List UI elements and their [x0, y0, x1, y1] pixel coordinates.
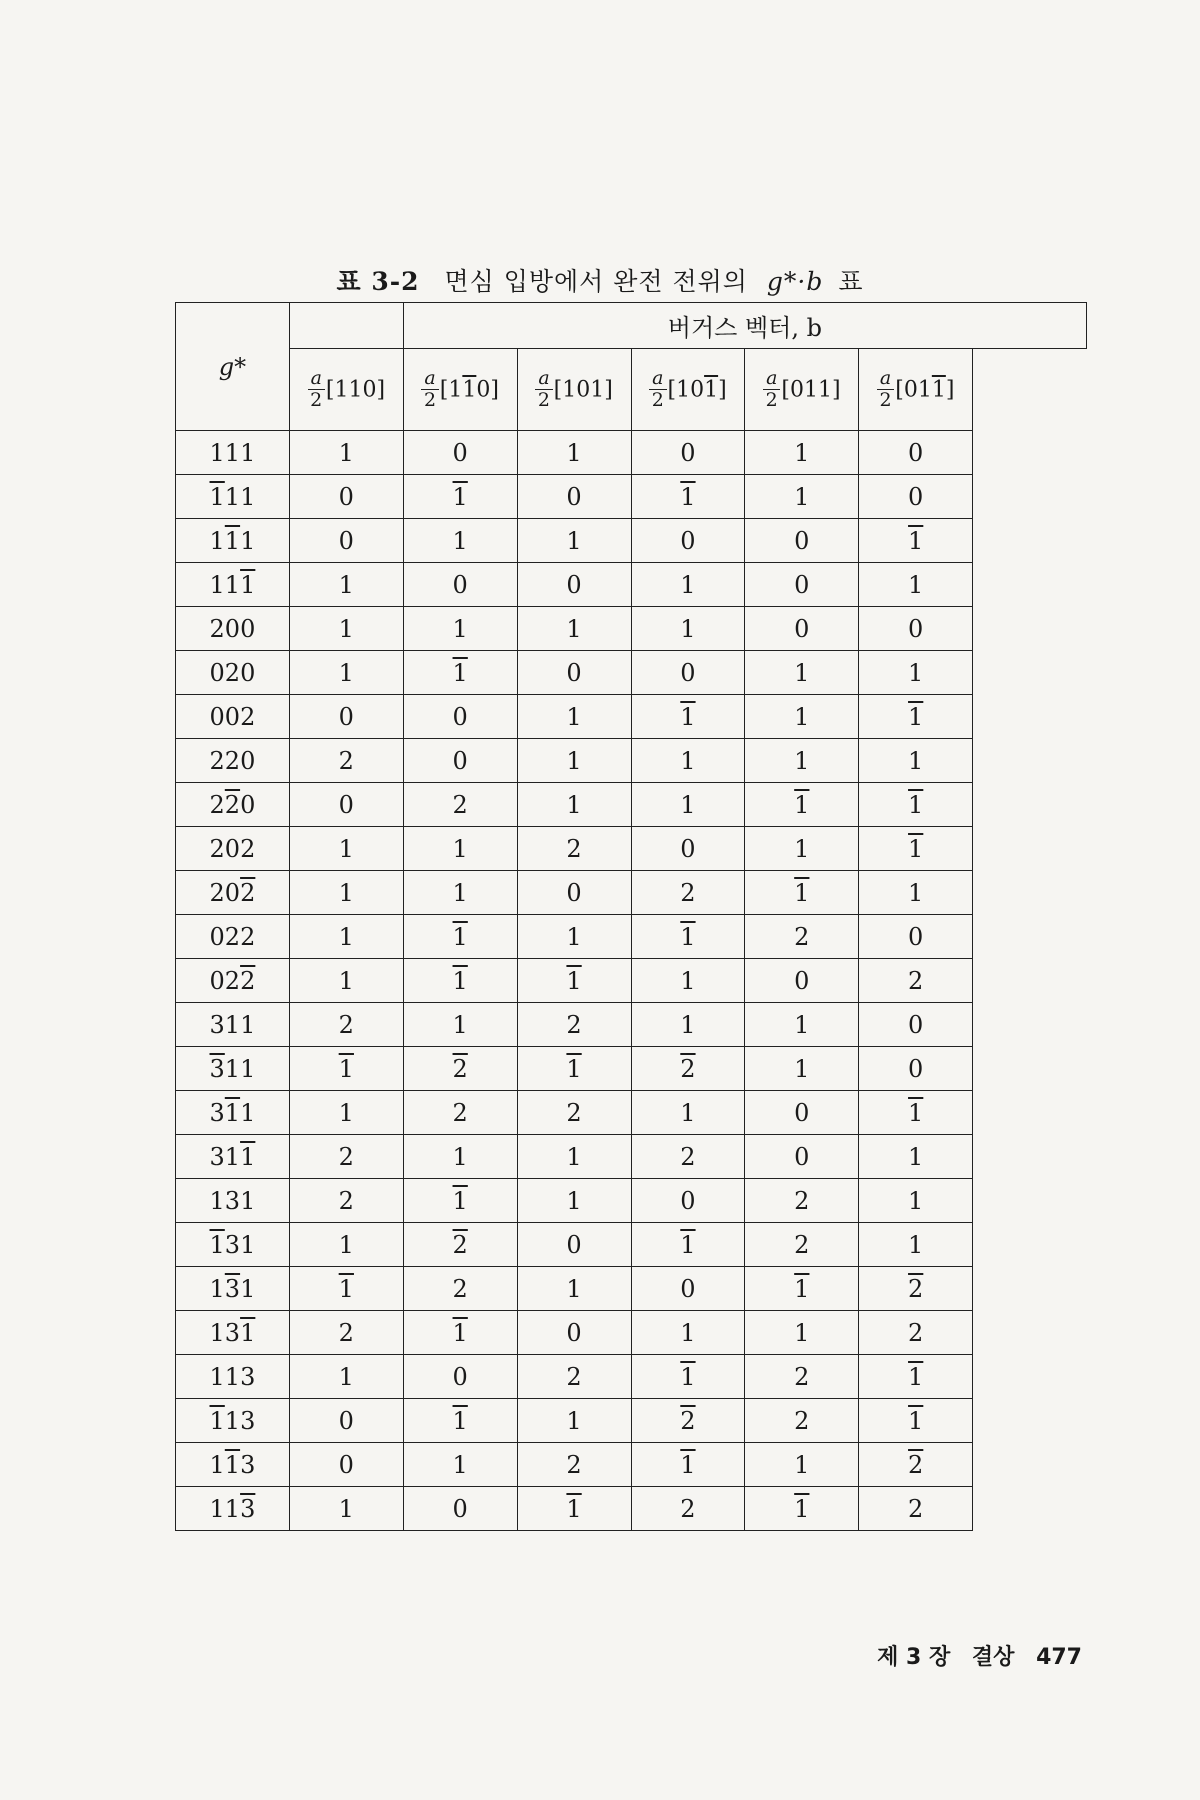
table-row	[176, 1443, 1087, 1487]
dot-product-cell: 2	[745, 1399, 859, 1443]
dot-product-cell: 0	[403, 1487, 517, 1531]
dot-product-cell: 2	[289, 1003, 403, 1047]
dot-product-cell: 2	[403, 783, 517, 827]
g-vector-cell: 111	[176, 431, 290, 475]
dot-product-cell: 1	[403, 607, 517, 651]
dot-product-cell: 1	[517, 695, 631, 739]
table-row	[176, 871, 1087, 915]
dot-product-cell: 1	[517, 1267, 631, 1311]
dot-product-cell: 1	[859, 783, 973, 827]
dot-product-cell: 0	[517, 651, 631, 695]
dot-product-cell: 1	[517, 739, 631, 783]
table-row	[176, 1223, 1087, 1267]
page-footer	[863, 1640, 1082, 1671]
column-header-5	[859, 349, 973, 431]
dot-product-cell: 2	[517, 1355, 631, 1399]
g-vector-cell: 113	[176, 1355, 290, 1399]
dot-product-cell: 1	[517, 607, 631, 651]
dot-product-cell: 1	[631, 739, 745, 783]
g-vector-cell: 220	[176, 739, 290, 783]
dot-product-cell: 0	[859, 915, 973, 959]
dot-product-cell: 1	[289, 1487, 403, 1531]
table-row	[176, 915, 1087, 959]
dot-product-cell: 1	[289, 563, 403, 607]
dot-product-cell: 2	[859, 1487, 973, 1531]
dot-product-cell: 2	[517, 827, 631, 871]
table-row	[176, 607, 1087, 651]
g-vector-cell: 111	[176, 519, 290, 563]
dot-product-cell: 1	[289, 431, 403, 475]
column-header-row	[176, 349, 1087, 431]
g-vector-cell: 200	[176, 607, 290, 651]
dot-product-cell: 2	[631, 1487, 745, 1531]
row-header: g*	[218, 352, 247, 381]
dot-product-cell: 1	[289, 827, 403, 871]
column-index: [101]	[667, 377, 727, 402]
dot-product-cell: 1	[403, 519, 517, 563]
dot-product-cell: 1	[631, 475, 745, 519]
dot-product-cell: 2	[289, 1179, 403, 1223]
dot-product-cell: 2	[289, 1311, 403, 1355]
dot-product-cell: 1	[631, 1311, 745, 1355]
dot-product-cell: 1	[631, 1443, 745, 1487]
dot-product-cell: 2	[745, 1355, 859, 1399]
table-row	[176, 1267, 1087, 1311]
column-index: [101]	[553, 377, 613, 402]
dot-product-cell: 0	[517, 1311, 631, 1355]
caption-text: 면심 입방에서 완전 전위의	[444, 267, 748, 296]
g-vector-cell: 131	[176, 1311, 290, 1355]
dot-product-cell: 1	[517, 1487, 631, 1531]
chapter-label: 제 3 장	[877, 1645, 951, 1670]
dot-product-cell: 2	[631, 1135, 745, 1179]
dot-product-cell: 1	[745, 475, 859, 519]
table-row	[176, 783, 1087, 827]
dot-product-cell: 1	[403, 871, 517, 915]
dot-product-cell: 1	[289, 1267, 403, 1311]
row-header-cell	[176, 303, 290, 431]
caption-number: 표 3-2	[336, 267, 420, 296]
dot-product-cell: 1	[289, 607, 403, 651]
table-body	[176, 431, 1087, 1531]
dot-product-cell: 1	[745, 431, 859, 475]
dot-product-cell: 0	[403, 431, 517, 475]
dot-product-cell: 1	[289, 1091, 403, 1135]
dot-product-cell: 2	[403, 1091, 517, 1135]
dot-product-cell: 1	[517, 1179, 631, 1223]
dot-product-cell: 0	[403, 739, 517, 783]
table-row	[176, 651, 1087, 695]
column-header-2	[517, 349, 631, 431]
page-number: 477	[1036, 1645, 1082, 1670]
dot-product-cell: 1	[745, 1311, 859, 1355]
column-header-1	[403, 349, 517, 431]
burgers-vector-table	[175, 302, 1087, 1531]
table-row	[176, 1311, 1087, 1355]
dot-product-cell: 1	[631, 783, 745, 827]
fraction-a-over-2: $\frac{a}{2}$	[649, 369, 666, 411]
dot-product-cell: 1	[631, 1355, 745, 1399]
dot-product-cell: 1	[859, 1223, 973, 1267]
dot-product-cell: 1	[745, 1267, 859, 1311]
dot-product-cell: 1	[517, 1135, 631, 1179]
g-vector-cell: 113	[176, 1487, 290, 1531]
dot-product-cell: 1	[859, 1135, 973, 1179]
fraction-a-over-2: $\frac{a}{2}$	[877, 369, 894, 411]
dot-product-cell: 1	[859, 695, 973, 739]
table-row	[176, 519, 1087, 563]
dot-product-cell: 1	[745, 1443, 859, 1487]
dot-product-cell: 1	[517, 519, 631, 563]
dot-product-cell: 1	[403, 1179, 517, 1223]
dot-product-cell: 0	[289, 1443, 403, 1487]
g-vector-cell: 113	[176, 1443, 290, 1487]
dot-product-cell: 1	[859, 1355, 973, 1399]
dot-product-cell: 1	[859, 739, 973, 783]
dot-product-cell: 1	[859, 519, 973, 563]
dot-product-cell: 1	[289, 1047, 403, 1091]
table-row	[176, 1135, 1087, 1179]
dot-product-cell: 1	[745, 1047, 859, 1091]
dot-product-cell: 2	[631, 871, 745, 915]
dot-product-cell: 1	[745, 1003, 859, 1047]
table-row	[176, 827, 1087, 871]
g-vector-cell: 202	[176, 871, 290, 915]
table-row	[176, 1355, 1087, 1399]
dot-product-cell: 1	[517, 959, 631, 1003]
table-row	[176, 1047, 1087, 1091]
dot-product-cell: 0	[517, 563, 631, 607]
dot-product-cell: 1	[859, 651, 973, 695]
g-vector-cell: 002	[176, 695, 290, 739]
dot-product-cell: 2	[517, 1443, 631, 1487]
dot-product-cell: 1	[745, 651, 859, 695]
dot-product-cell: 0	[745, 1135, 859, 1179]
dot-product-cell: 1	[403, 1003, 517, 1047]
dot-product-cell: 1	[745, 1487, 859, 1531]
dot-product-cell: 1	[403, 1443, 517, 1487]
dot-product-cell: 1	[517, 1399, 631, 1443]
dot-product-cell: 1	[631, 915, 745, 959]
dot-product-cell: 2	[631, 1047, 745, 1091]
dot-product-cell: 1	[631, 563, 745, 607]
dot-product-cell: 0	[631, 1267, 745, 1311]
fraction-a-over-2: $\frac{a}{2}$	[763, 369, 780, 411]
g-vector-cell: 131	[176, 1223, 290, 1267]
dot-product-cell: 1	[745, 827, 859, 871]
table-row	[176, 1399, 1087, 1443]
g-vector-cell: 131	[176, 1179, 290, 1223]
dot-product-cell: 1	[745, 871, 859, 915]
column-index: [011]	[781, 377, 841, 402]
dot-product-cell: 1	[403, 827, 517, 871]
dot-product-cell: 0	[517, 871, 631, 915]
fraction-a-over-2: $\frac{a}{2}$	[308, 369, 325, 411]
table-row	[176, 1003, 1087, 1047]
dot-product-cell: 2	[289, 1135, 403, 1179]
dot-product-cell: 0	[289, 783, 403, 827]
g-vector-cell: 202	[176, 827, 290, 871]
dot-product-cell: 1	[517, 783, 631, 827]
dot-product-cell: 2	[859, 1311, 973, 1355]
dot-product-cell: 0	[289, 475, 403, 519]
dot-product-cell: 0	[745, 1091, 859, 1135]
dot-product-cell: 1	[745, 783, 859, 827]
dot-product-cell: 0	[403, 563, 517, 607]
dot-product-cell: 2	[289, 739, 403, 783]
dot-product-cell: 1	[859, 1399, 973, 1443]
dot-product-cell: 0	[745, 563, 859, 607]
dot-product-cell: 0	[859, 475, 973, 519]
dot-product-cell: 0	[289, 519, 403, 563]
table-row	[176, 563, 1087, 607]
fraction-a-over-2: $\frac{a}{2}$	[535, 369, 552, 411]
dot-product-cell: 1	[859, 563, 973, 607]
dot-product-cell: 0	[517, 475, 631, 519]
dot-product-cell: 1	[631, 1091, 745, 1135]
g-vector-cell: 113	[176, 1399, 290, 1443]
dot-product-cell: 2	[403, 1047, 517, 1091]
dot-product-cell: 0	[631, 519, 745, 563]
dot-product-cell: 1	[403, 475, 517, 519]
dot-product-cell: 1	[631, 959, 745, 1003]
dot-product-cell: 1	[859, 871, 973, 915]
dot-product-cell: 2	[859, 1267, 973, 1311]
dot-product-cell: 1	[403, 959, 517, 1003]
dot-product-cell: 1	[289, 1355, 403, 1399]
dot-product-cell: 1	[859, 1091, 973, 1135]
table-row	[176, 959, 1087, 1003]
dot-product-cell: 1	[745, 695, 859, 739]
dot-product-cell: 2	[403, 1267, 517, 1311]
dot-product-cell: 2	[403, 1223, 517, 1267]
dot-product-cell: 1	[859, 827, 973, 871]
g-vector-cell: 311	[176, 1003, 290, 1047]
dot-product-cell: 1	[403, 651, 517, 695]
chapter-title: 결상	[971, 1645, 1015, 1670]
table-row	[176, 1487, 1087, 1531]
dot-product-cell: 1	[403, 1399, 517, 1443]
dot-product-cell: 1	[517, 915, 631, 959]
dot-product-cell: 1	[631, 1223, 745, 1267]
dot-product-cell: 0	[859, 607, 973, 651]
g-vector-cell: 311	[176, 1135, 290, 1179]
table-row	[176, 1091, 1087, 1135]
dot-product-cell: 2	[745, 1179, 859, 1223]
dot-product-cell: 0	[745, 519, 859, 563]
table-row	[176, 1179, 1087, 1223]
column-header-4	[745, 349, 859, 431]
g-vector-cell: 111	[176, 563, 290, 607]
g-vector-cell: 311	[176, 1091, 290, 1135]
fraction-a-over-2: $\frac{a}{2}$	[421, 369, 438, 411]
dot-product-cell: 0	[631, 1179, 745, 1223]
table-row	[176, 739, 1087, 783]
dot-product-cell: 1	[289, 1223, 403, 1267]
dot-product-cell: 2	[517, 1091, 631, 1135]
table-caption	[0, 262, 1200, 298]
dot-product-cell: 0	[859, 1003, 973, 1047]
column-index: [011]	[895, 377, 955, 402]
table-row	[176, 475, 1087, 519]
dot-product-cell: 2	[859, 959, 973, 1003]
g-vector-cell: 220	[176, 783, 290, 827]
dot-product-cell: 1	[859, 1179, 973, 1223]
table-row	[176, 695, 1087, 739]
dot-product-cell: 2	[631, 1399, 745, 1443]
table-row	[176, 431, 1087, 475]
dot-product-cell: 0	[859, 431, 973, 475]
dot-product-cell: 1	[517, 1047, 631, 1091]
dot-product-cell: 2	[859, 1443, 973, 1487]
g-vector-cell: 131	[176, 1267, 290, 1311]
dot-product-cell: 0	[403, 1355, 517, 1399]
group-header: 버거스 벡터, b	[403, 303, 1086, 349]
dot-product-cell: 1	[289, 651, 403, 695]
dot-product-cell: 1	[289, 915, 403, 959]
dot-product-cell: 1	[745, 739, 859, 783]
dot-product-cell: 0	[859, 1047, 973, 1091]
dot-product-cell: 1	[631, 1003, 745, 1047]
dot-product-cell: 1	[403, 1311, 517, 1355]
dot-product-cell: 1	[289, 959, 403, 1003]
caption-vector: g*·b	[766, 267, 824, 296]
column-index: [110]	[325, 377, 386, 402]
dot-product-cell: 1	[631, 607, 745, 651]
dot-product-cell: 0	[289, 1399, 403, 1443]
dot-product-cell: 0	[403, 695, 517, 739]
dot-product-cell: 1	[631, 695, 745, 739]
dot-product-cell: 1	[289, 871, 403, 915]
dot-product-cell: 0	[631, 431, 745, 475]
dot-product-cell: 2	[517, 1003, 631, 1047]
dot-product-cell: 0	[517, 1223, 631, 1267]
dot-product-cell: 1	[403, 915, 517, 959]
dot-product-cell: 1	[403, 1135, 517, 1179]
dot-product-cell: 1	[517, 431, 631, 475]
dot-product-cell: 0	[631, 651, 745, 695]
dot-product-cell: 2	[745, 1223, 859, 1267]
empty-header-cell	[289, 303, 403, 349]
column-index: [110]	[439, 377, 499, 402]
dot-product-cell: 0	[289, 695, 403, 739]
g-vector-cell: 111	[176, 475, 290, 519]
dot-product-cell: 0	[631, 827, 745, 871]
g-vector-cell: 020	[176, 651, 290, 695]
g-vector-cell: 022	[176, 915, 290, 959]
dot-product-cell: 0	[745, 607, 859, 651]
caption-suffix: 표	[838, 267, 864, 296]
g-vector-cell: 311	[176, 1047, 290, 1091]
dot-product-cell: 0	[745, 959, 859, 1003]
dot-product-cell: 2	[745, 915, 859, 959]
g-vector-cell: 022	[176, 959, 290, 1003]
column-header-3	[631, 349, 745, 431]
column-header-0	[289, 349, 403, 431]
